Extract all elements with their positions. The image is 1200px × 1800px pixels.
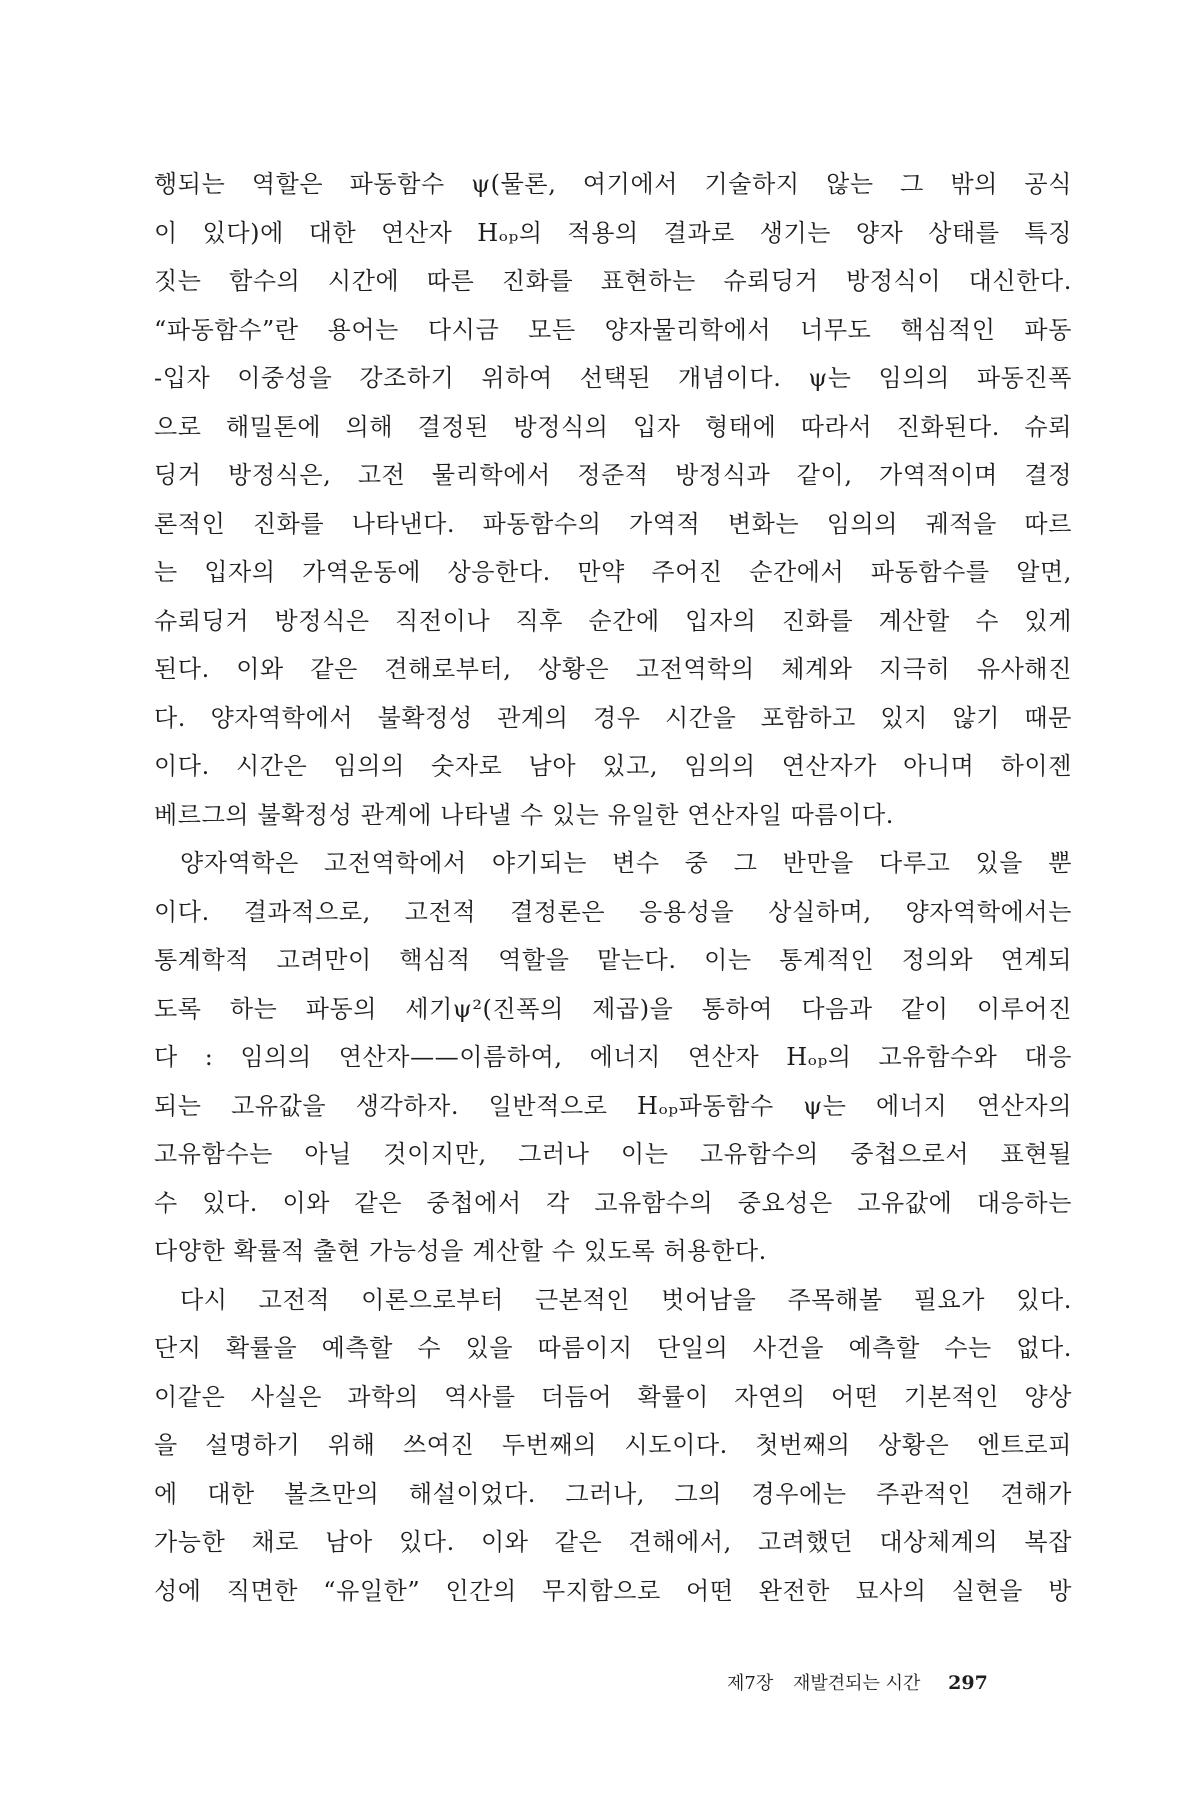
text-line: 는 입자의 가역운동에 상응한다. 만약 주어진 순간에서 파동함수를 알면, <box>154 558 1072 586</box>
text-line: 을 설명하기 위해 쓰여진 두번째의 시도이다. 첫번째의 상황은 엔트로피 <box>154 1431 1072 1459</box>
text-line: 되는 고유값을 생각하자. 일반적으로 Hₒₚ파동함수 ψ는 에너지 연산자의 <box>154 1091 1072 1120</box>
text-line: 된다. 이와 같은 견해로부터, 상황은 고전역학의 체계와 지극히 유사해진 <box>154 655 1072 683</box>
chapter-label: 제7장 <box>727 1673 774 1694</box>
text-line: 으로 해밀톤에 의해 결정된 방정식의 입자 형태에 따라서 진화된다. 슈뢰 <box>154 412 1072 441</box>
text-line: 수 있다. 이와 같은 중첩에서 각 고유함수의 중요성은 고유값에 대응하는 <box>154 1188 1072 1217</box>
text-line: 행되는 역할은 파동함수 ψ(물론, 여기에서 기술하지 않는 그 밖의 공식 <box>154 170 1072 198</box>
text-line: 이다. 결과적으로, 고전적 결정론은 응용성을 상실하며, 양자역학에서는 <box>154 897 1072 926</box>
text-line: 성에 직면한 “유일한” 인간의 무지함으로 어떤 완전한 묘사의 실현을 방 <box>154 1576 1072 1605</box>
text-line: 다. 양자역학에서 불확정성 관계의 경우 시간을 포함하고 있지 않기 때문 <box>154 703 1072 732</box>
text-line: 이 있다)에 대한 연산자 Hₒₚ의 적용의 결과로 생기는 양자 상태를 특징 <box>154 218 1072 247</box>
text-line: 론적인 진화를 나타낸다. 파동함수의 가역적 변화는 임의의 궤적을 따르 <box>154 509 1072 538</box>
text-line: -입자 이중성을 강조하기 위하여 선택된 개념이다. ψ는 임의의 파동진폭 <box>154 364 1072 392</box>
text-line: 단지 확률을 예측할 수 있을 따름이지 단일의 사건을 예측할 수는 없다. <box>154 1334 1072 1362</box>
text-line: 다양한 확률적 출현 가능성을 계산할 수 있도록 허용한다. <box>154 1237 767 1265</box>
text-line: 에 대한 볼츠만의 해설이었다. 그러나, 그의 경우에는 주관적인 견해가 <box>154 1479 1072 1508</box>
text-line: “파동함수”란 용어는 다시금 모든 양자물리학에서 너무도 핵심적인 파동 <box>154 315 1072 344</box>
page-number: 297 <box>948 1672 988 1694</box>
chapter-title: 재발견되는 시간 <box>792 1673 921 1694</box>
body-text <box>154 160 1072 1615</box>
text-line: 이다. 시간은 임의의 숫자로 남아 있고, 임의의 연산자가 아니며 하이젠 <box>154 752 1072 780</box>
text-line: 딩거 방정식은, 고전 물리학에서 정준적 방정식과 같이, 가역적이며 결정 <box>154 461 1072 489</box>
text-line: 도록 하는 파동의 세기ψ²(진폭의 제곱)을 통하여 다음과 같이 이루어진 <box>154 994 1072 1023</box>
text-line: 고유함수는 아닐 것이지만, 그러나 이는 고유함수의 중첩으로서 표현될 <box>154 1140 1072 1168</box>
text-line: 통계학적 고려만이 핵심적 역할을 맡는다. 이는 통계적인 정의와 연계되 <box>154 946 1072 974</box>
running-footer <box>727 1669 1072 1695</box>
text-line: 다 : 임의의 연산자——이름하여, 에너지 연산자 Hₒₚ의 고유함수와 대응 <box>154 1043 1072 1071</box>
text-line: 짓는 함수의 시간에 따른 진화를 표현하는 슈뢰딩거 방정식이 대신한다. <box>154 267 1072 295</box>
paragraph <box>154 1276 1072 1616</box>
text-line: 베르그의 불확정성 관계에 나타낼 수 있는 유일한 연산자일 따름이다. <box>154 800 895 829</box>
text-line: 가능한 채로 남아 있다. 이와 같은 견해에서, 고려했던 대상체계의 복잡 <box>154 1528 1072 1556</box>
text-line: 슈뢰딩거 방정식은 직전이나 직후 순간에 입자의 진화를 계산할 수 있게 <box>154 606 1072 635</box>
text-line: 다시 고전적 이론으로부터 근본적인 벗어남을 주목해볼 필요가 있다. <box>180 1285 1072 1314</box>
paragraph <box>154 839 1072 1276</box>
paragraph <box>154 160 1072 839</box>
text-line: 양자역학은 고전역학에서 야기되는 변수 중 그 반만을 다루고 있을 뿐 <box>180 849 1072 877</box>
text-line: 이같은 사실은 과학의 역사를 더듬어 확률이 자연의 어떤 기본적인 양상 <box>154 1382 1072 1411</box>
